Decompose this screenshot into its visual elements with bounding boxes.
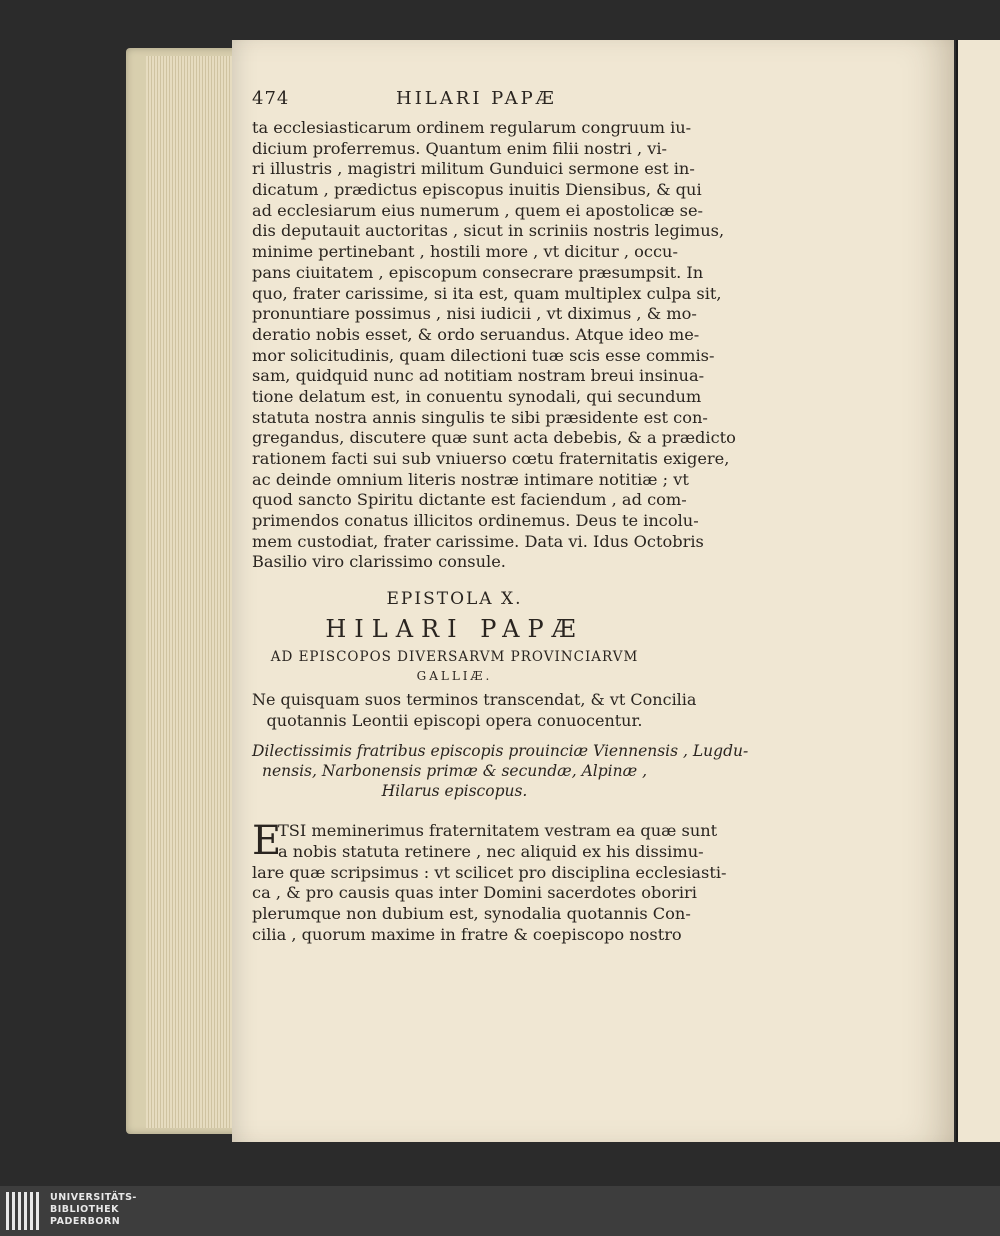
body-line: deratio nobis esset, & ordo seruandus. Atque ideo me- — [252, 324, 700, 344]
body-line: pronuntiare possimus , nisi iudicii , vt diximus , & mo- — [252, 304, 697, 324]
epistola-salutation — [252, 741, 749, 801]
running-head: HILARI PAPÆ — [396, 88, 557, 109]
letter-line: TSI meminerimus fraternitatem vestram ea quæ sunt — [278, 821, 718, 841]
summary-line: Ne quisquam suos terminos transcendat, & vt Concilia — [252, 690, 697, 710]
body-text — [252, 118, 736, 573]
epistola-author: HILARI PAPÆ — [325, 615, 584, 644]
letter-line: cilia , quorum maxime in fratre & coepiscopo nostro — [252, 924, 682, 944]
letter-body — [252, 818, 727, 945]
facing-page-edge — [956, 40, 1000, 1142]
body-line: ad ecclesiarum eius numerum , quem ei apostolicæ se- — [252, 200, 704, 220]
epistola-region: GALLIÆ. — [416, 669, 493, 684]
body-line: mem custodiat, frater carissime. Data vi. Idus Octobris — [252, 531, 704, 551]
page-text-block — [252, 84, 749, 945]
letter-line: lare quæ scripsimus : vt scilicet pro disciplina ecclesiasti- — [252, 862, 727, 882]
body-line: dicatum , prædictus episcopus inuitis Diensibus, & qui — [252, 180, 702, 200]
drop-cap: E — [252, 818, 282, 865]
epistola-summary — [252, 689, 697, 731]
body-line: ac deinde omnium literis nostræ intimare notitiæ ; vt — [252, 469, 689, 489]
salutation-line: Hilarus episcopus. — [381, 782, 528, 801]
epistola-number: EPISTOLA X. — [386, 589, 523, 610]
body-line: quod sancto Spiritu dictante est faciendum , ad com- — [252, 490, 687, 510]
logo-line: PADERBORN — [50, 1216, 121, 1227]
book-fore-edge — [146, 56, 243, 1128]
letter-line: ca , & pro causis quas inter Domini sacerdotes oboriri — [252, 883, 697, 903]
page-header — [252, 84, 657, 118]
body-line: quo, frater carissime, si ita est, quam multiplex culpa sit, — [252, 283, 722, 303]
body-line: rationem facti sui sub vniuerso cœtu fraternitatis exigere, — [252, 449, 730, 468]
epistola-address: AD EPISCOPOS DIVERSARVM PROVINCIARVM — [270, 649, 639, 666]
summary-line: quotannis Leontii episcopi opera conuocentur. — [266, 711, 643, 731]
salutation-line: nensis, Narbonensis primæ & secundæ, Alpinæ , — [261, 762, 648, 781]
library-logo-text — [50, 1192, 137, 1228]
body-line: dicium proferremus. Quantum enim filii nostri , vi- — [252, 138, 668, 158]
library-logo-icon — [6, 1192, 44, 1230]
letter-line: plerumque non dubium est, synodalia quotannis Con- — [252, 903, 691, 923]
library-footer — [0, 1186, 1000, 1236]
body-line: ri illustris , magistri militum Gunduici sermone est in- — [252, 159, 695, 179]
page-number: 474 — [252, 88, 290, 109]
body-line: pans ciuitatem , episcopum consecrare præsumpsit. In — [252, 262, 704, 282]
letter-line: a nobis statuta retinere , nec aliquid ex his dissimu- — [278, 841, 704, 861]
body-line: Basilio viro clarissimo consule. — [252, 552, 506, 572]
body-line: ta ecclesiasticarum ordinem regularum congruum iu- — [252, 118, 692, 137]
salutation-line: Dilectissimis fratribus episcopis prouinciæ Viennensis , Lugdu- — [252, 742, 749, 761]
body-line: gregandus, discutere quæ sunt acta debebis, & a prædicto — [252, 428, 736, 448]
body-line: dis deputauit auctoritas , sicut in scriniis nostris legimus, — [252, 221, 725, 241]
body-line: statuta nostra annis singulis te sibi præsidente est con- — [252, 407, 708, 427]
body-line: minime pertinebant , hostili more , vt dicitur , occu- — [252, 242, 678, 262]
body-line: sam, quidquid nunc ad notitiam nostram breui insinua- — [252, 366, 705, 386]
body-line: tione delatum est, in conuentu synodali, qui secundum — [252, 386, 702, 406]
body-line: primendos conatus illicitos ordinemus. Deus te incolu- — [252, 511, 699, 531]
logo-line: BIBLIOTHEK — [50, 1204, 119, 1215]
body-line: mor solicitudinis, quam dilectioni tuæ scis esse commis- — [252, 345, 715, 365]
logo-line: UNIVERSITÄTS- — [50, 1192, 137, 1203]
